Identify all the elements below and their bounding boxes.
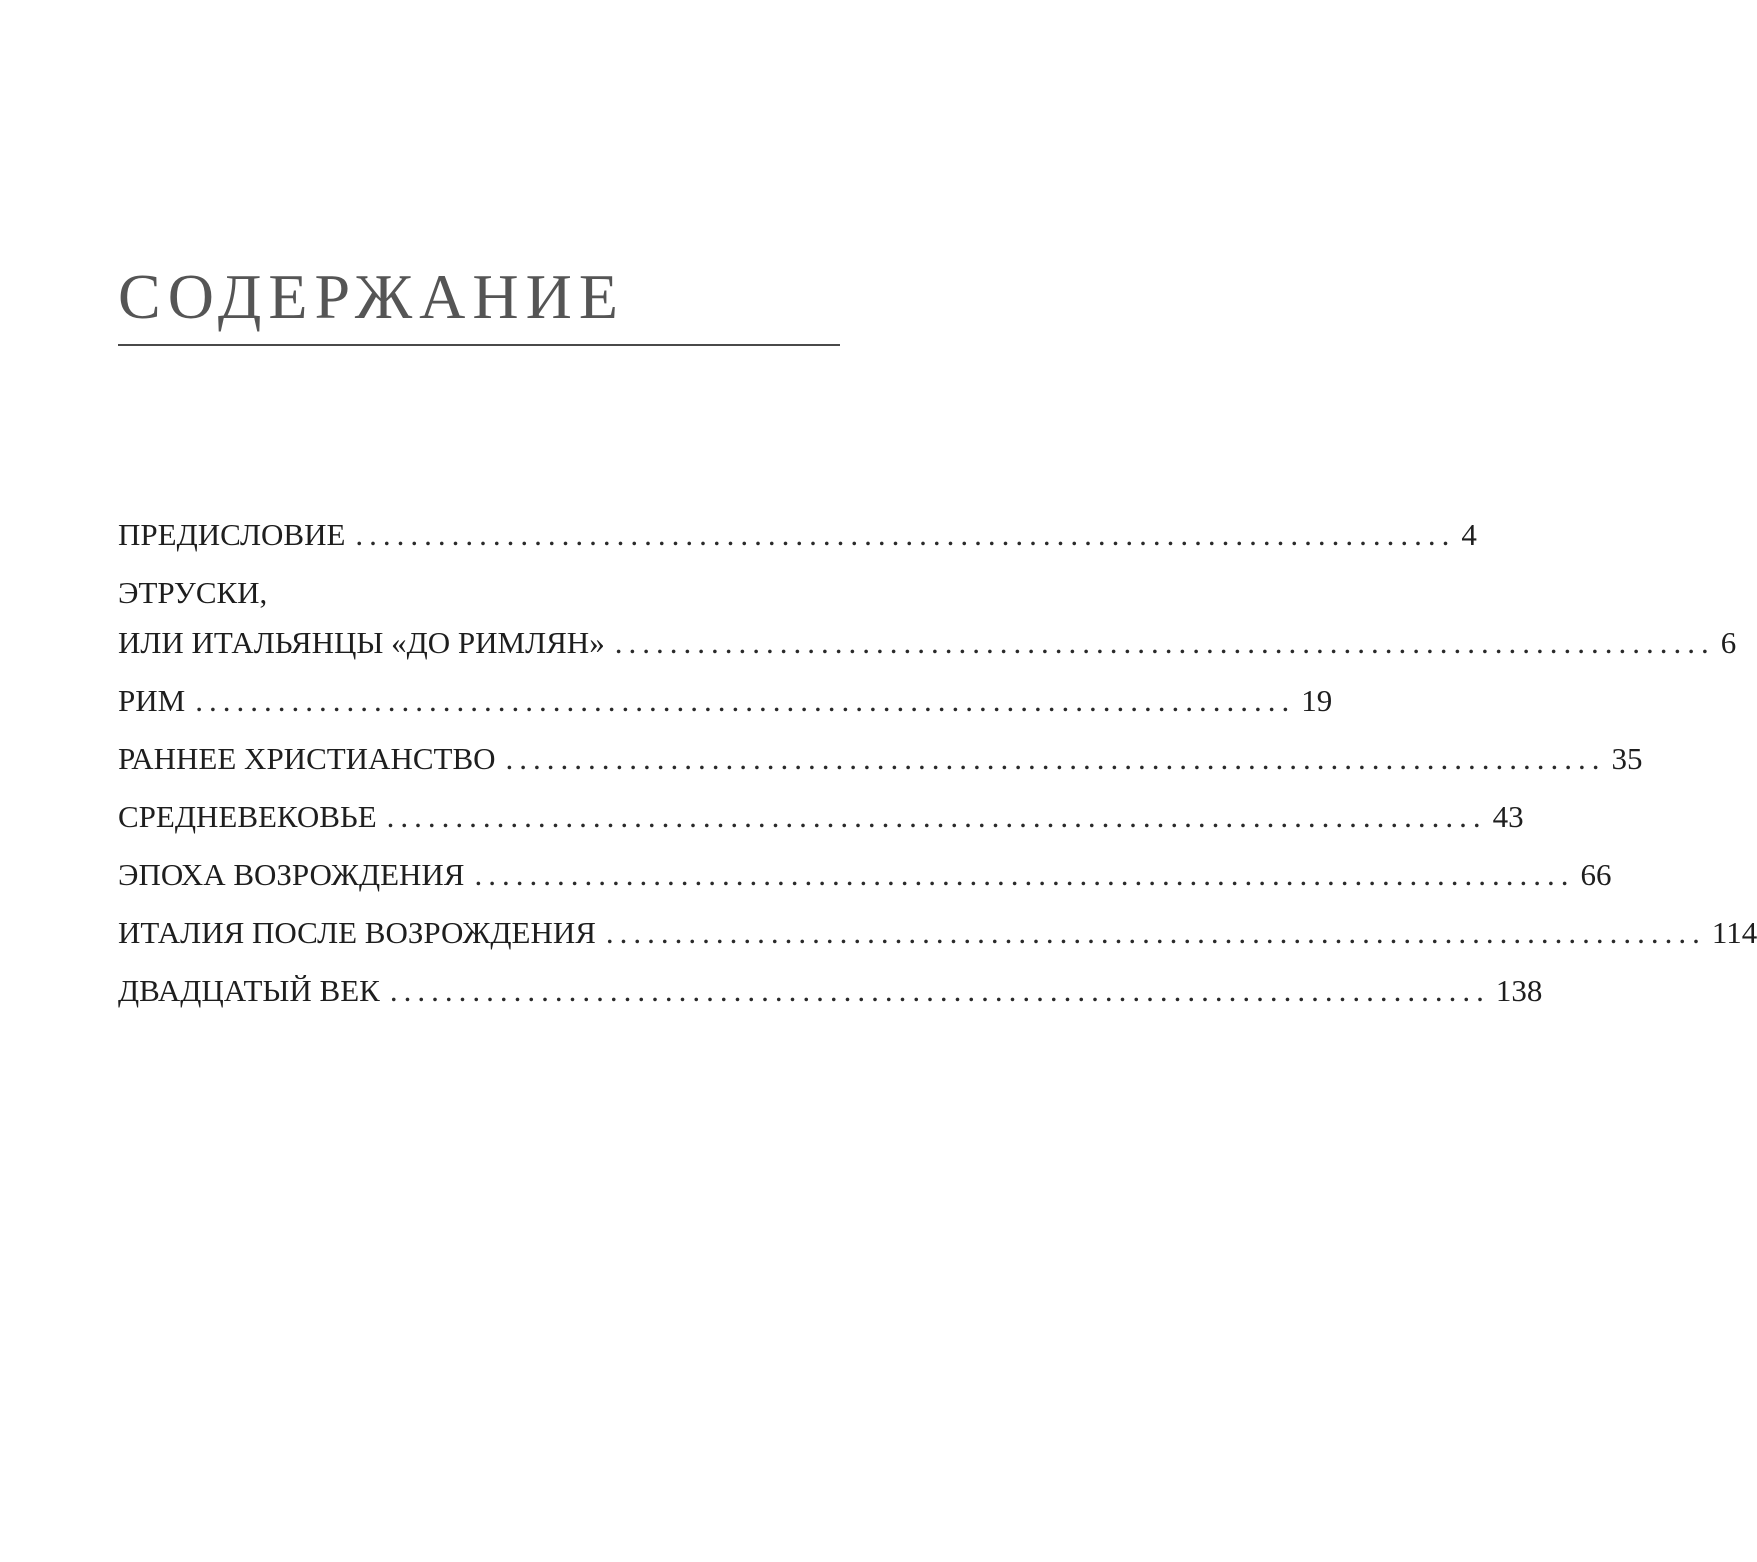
dot-leader: ................................................................................ — [355, 517, 1456, 552]
toc-entry-post-renaissance[interactable] — [118, 912, 1757, 953]
toc-entry-preface[interactable] — [118, 514, 1477, 555]
toc-entry-etruscans[interactable] — [118, 572, 1737, 663]
dot-leader: ................................................................................ — [605, 915, 1706, 950]
toc-entry-page: 138 — [1495, 973, 1543, 1008]
toc-entry-title: РАННЕЕ ХРИСТИАНСТВО — [118, 741, 496, 776]
toc-entry-early-christianity[interactable] — [118, 738, 1643, 779]
toc-entry-title: СРЕДНЕВЕКОВЬЕ — [118, 799, 377, 834]
dot-leader: ................................................................................ — [614, 625, 1715, 660]
toc-entry-title: РИМ — [118, 683, 186, 718]
table-of-contents — [118, 514, 1757, 1028]
toc-entry-page: 35 — [1611, 741, 1643, 776]
dot-leader: ................................................................................ — [505, 741, 1606, 776]
toc-entry-page: 114 — [1711, 915, 1757, 950]
toc-entry-twentieth-century[interactable] — [118, 970, 1543, 1011]
toc-entry-page: 4 — [1461, 517, 1477, 552]
title-underline — [118, 344, 840, 346]
dot-leader: ................................................................................ — [195, 683, 1296, 718]
toc-entry-middle-ages[interactable] — [118, 796, 1524, 837]
toc-entry-page: 6 — [1720, 625, 1737, 660]
toc-entry-page: 66 — [1580, 857, 1612, 892]
dot-leader: ................................................................................ — [474, 857, 1575, 892]
dot-leader: ................................................................................ — [386, 799, 1487, 834]
toc-entry-renaissance[interactable] — [118, 854, 1612, 895]
dot-leader: ................................................................................ — [389, 973, 1490, 1008]
toc-entry-title: ИТАЛИЯ ПОСЛЕ ВОЗРОЖДЕНИЯ — [118, 915, 596, 950]
toc-entry-title-line2: ИЛИ ИТАЛЬЯНЦЫ «ДО РИМЛЯН» — [118, 625, 605, 660]
toc-entry-title: ДВАДЦАТЫЙ ВЕК — [118, 973, 380, 1008]
toc-entry-page: 43 — [1492, 799, 1524, 834]
page-title: СОДЕРЖАНИЕ — [118, 261, 625, 332]
toc-entry-page: 19 — [1301, 683, 1333, 718]
toc-entry-rome[interactable] — [118, 680, 1333, 721]
toc-entry-title: ПРЕДИСЛОВИЕ — [118, 517, 346, 552]
toc-entry-title-line1: ЭТРУСКИ, — [118, 575, 268, 610]
toc-entry-title: ЭПОХА ВОЗРОЖДЕНИЯ — [118, 857, 465, 892]
